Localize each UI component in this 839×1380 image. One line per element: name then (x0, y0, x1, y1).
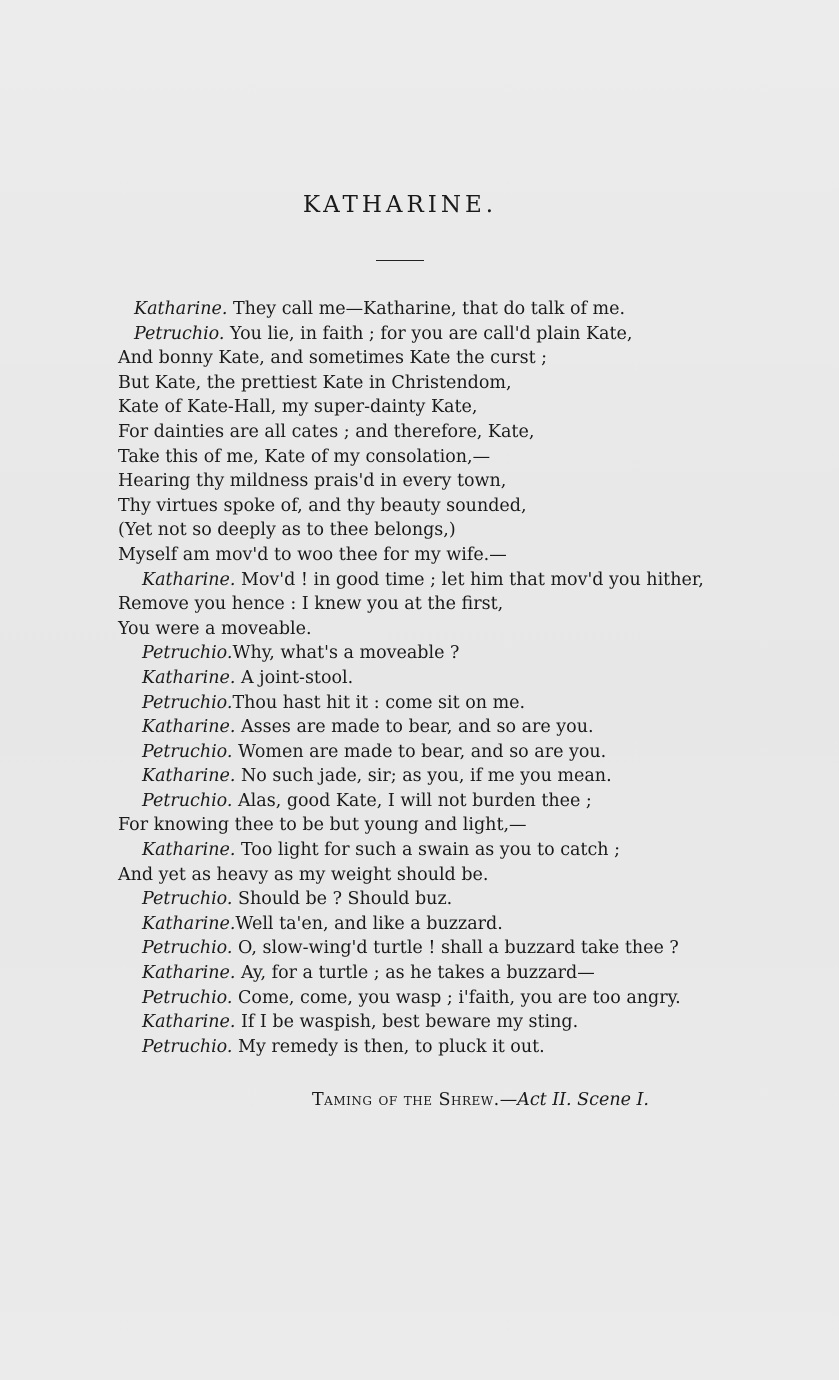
line-text: You were a moveable. (118, 618, 312, 639)
speaker-name: Katharine. (142, 667, 236, 688)
verse-line (118, 838, 798, 863)
verse-line (118, 740, 798, 765)
verse-line (118, 789, 798, 814)
line-text: Hearing thy mildness prais'd in every town, (118, 471, 507, 492)
speaker-name: Petruchio. (142, 790, 233, 811)
line-text: No such jade, sir; as you, if me you mean. (235, 766, 612, 787)
line-text: They call me—Katharine, that do talk of me. (227, 299, 626, 319)
verse-line (118, 936, 798, 961)
line-text: Kate of Kate-Hall, my super-dainty Kate, (118, 397, 478, 418)
verse-line (118, 395, 798, 420)
title-rule (376, 260, 424, 261)
verse-line (118, 518, 798, 543)
verse-line (118, 666, 798, 691)
line-text: Too light for such a swain as you to catch ; (235, 840, 620, 861)
verse-line (118, 371, 798, 396)
verse-line (118, 986, 798, 1011)
verse-line (118, 912, 798, 937)
line-text: But Kate, the prettiest Kate in Christendom, (118, 372, 512, 393)
speaker-name: Katharine. (142, 1012, 236, 1033)
line-text: Should be ? Should buz. (232, 889, 453, 910)
speaker-name: Katharine. (142, 840, 236, 861)
speaker-name: Petruchio. (142, 889, 233, 910)
line-text: And yet as heavy as my weight should be. (118, 864, 489, 885)
verse-line (118, 297, 798, 322)
line-text: If I be waspish, best beware my sting. (235, 1012, 579, 1033)
line-text: (Yet not so deeply as to thee belongs,) (118, 520, 456, 541)
speaker-name: Petruchio. (142, 692, 233, 713)
line-text: You lie, in faith ; for you are call'd plain Kate, (224, 323, 633, 344)
line-text: Remove you hence : I knew you at the first, (118, 594, 504, 615)
verse-line (118, 469, 798, 494)
verse-line (118, 863, 798, 888)
line-text: Thy virtues spoke of, and thy beauty sounded, (118, 495, 527, 516)
line-text: Ay, for a turtle ; as he takes a buzzard— (235, 963, 595, 984)
line-text: Myself am mov'd to woo thee for my wife.— (118, 544, 507, 565)
speaker-name: Petruchio. (142, 987, 233, 1008)
speaker-name: Katharine. (142, 913, 236, 934)
source-reference: —Act II. Scene I. (499, 1090, 649, 1110)
verse-line (118, 641, 798, 666)
verse-line (118, 494, 798, 519)
verse-line (118, 617, 798, 642)
line-text: O, slow-wing'd turtle ! shall a buzzard take thee ? (232, 938, 679, 959)
page-title: KATHARINE. (302, 192, 498, 218)
verse-line (118, 691, 798, 716)
line-text: Asses are made to bear, and so are you. (235, 717, 594, 738)
speaker-name: Katharine. (142, 963, 236, 984)
verse-line (118, 715, 798, 740)
verse-line (118, 543, 798, 568)
line-text: Mov'd ! in good time ; let him that mov'd you hither, (235, 569, 704, 590)
line-text: A joint-stool. (235, 667, 354, 688)
speaker-name: Katharine. (134, 299, 228, 319)
verse-block (118, 297, 798, 1059)
verse-line (118, 764, 798, 789)
line-text: Take this of me, Kate of my consolation,— (118, 446, 491, 467)
speaker-name: Katharine. (142, 766, 236, 787)
verse-line (118, 568, 798, 593)
verse-line (118, 420, 798, 445)
verse-line (118, 592, 798, 617)
line-text: Come, come, you wasp ; i'faith, you are too angry. (232, 987, 681, 1008)
line-text: Alas, good Kate, I will not burden thee ; (232, 790, 592, 811)
verse-line (118, 961, 798, 986)
verse-line (118, 445, 798, 470)
verse-line (118, 322, 798, 347)
verse-line (118, 1010, 798, 1035)
line-text: For dainties are all cates ; and therefore, Kate, (118, 421, 535, 442)
speaker-name: Petruchio. (142, 741, 233, 762)
verse-line (118, 346, 798, 371)
line-text: And bonny Kate, and sometimes Kate the curst ; (118, 348, 548, 369)
speaker-name: Katharine. (142, 569, 236, 590)
line-text: Thou hast hit it : come sit on me. (232, 692, 526, 713)
verse-line (118, 887, 798, 912)
verse-line (118, 813, 798, 838)
verse-line (118, 1035, 798, 1060)
line-text: My remedy is then, to pluck it out. (232, 1036, 545, 1057)
speaker-name: Petruchio. (142, 938, 233, 959)
line-text: Women are made to bear, and so are you. (232, 741, 607, 762)
speaker-name: Katharine. (142, 717, 236, 738)
speaker-name: Petruchio. (134, 323, 225, 344)
speaker-name: Petruchio. (142, 643, 233, 664)
line-text: Why, what's a moveable ? (232, 643, 460, 664)
line-text: Well ta'en, and like a buzzard. (235, 913, 503, 934)
line-text: For knowing thee to be but young and light,— (118, 815, 527, 836)
source-citation (312, 1090, 649, 1110)
source-work: Taming of the Shrew. (312, 1090, 500, 1110)
speaker-name: Petruchio. (142, 1036, 233, 1057)
